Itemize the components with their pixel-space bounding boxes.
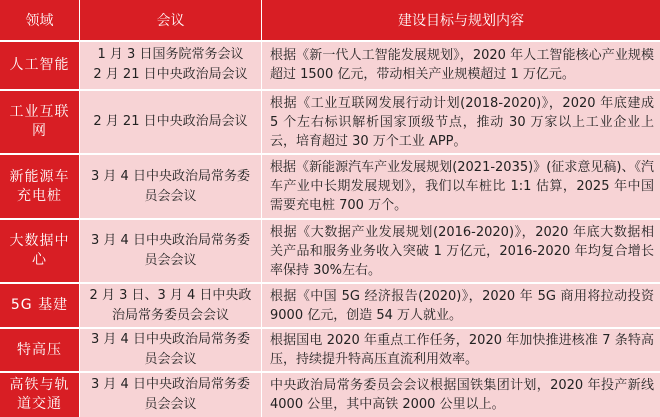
table-row: [0, 153, 660, 218]
meeting-cell: 1 月 3 日国务院常务会议 2 月 21 日中央政治局会议: [80, 40, 262, 89]
goal-cell: 根据《工业互联网发展行动计划(2018-2020)》，2020 年底建成 5 个左右标识解析国家顶级节点，推动 30 万家以上工业企业上云，培育超过 30 万个工业 APP。: [262, 89, 660, 154]
meeting-cell: 3 月 4 日中央政治局常务委员会会议: [80, 371, 262, 417]
header-row: [0, 0, 660, 40]
table-row: [0, 371, 660, 417]
goal-cell: 根据《新能源汽车产业发展规划(2021-2035)》(征求意见稿)、《汽车产业中长期发展规划》，我们以车桩比 1:1 估算，2025 年中国需要充电桩 700 万个。: [262, 153, 660, 218]
field-cell: 5G 基建: [0, 282, 80, 326]
header-field: 领域: [0, 0, 80, 40]
field-cell: 工业互联网: [0, 89, 80, 154]
meeting-cell: 3 月 4 日中央政治局常务委员会会议: [80, 153, 262, 218]
meeting-cell: 3 月 4 日中央政治局常务委员会会议: [80, 327, 262, 371]
field-cell: 特高压: [0, 327, 80, 371]
field-cell: 大数据中心: [0, 218, 80, 283]
goal-cell: 根据《大数据产业发展规划(2016-2020)》，2020 年底大数据相关产品和服务业务收入突破 1 万亿元，2016-2020 年均复合增长率保持 30%左右。: [262, 218, 660, 283]
header-meeting: 会议: [80, 0, 262, 40]
field-cell: 人工智能: [0, 40, 80, 89]
table-row: [0, 40, 660, 89]
table-row: [0, 218, 660, 283]
table-row: [0, 282, 660, 326]
goal-cell: 根据《中国 5G 经济报告(2020)》，2020 年 5G 商用将拉动投资 9000 亿元，创造 54 万人就业。: [262, 282, 660, 326]
meeting-cell: 2 月 3 日、3 月 4 日中央政治局常务委员会会议: [80, 282, 262, 326]
field-cell: 新能源车充电桩: [0, 153, 80, 218]
header-goal: 建设目标与规划内容: [262, 0, 660, 40]
goal-cell: 根据《新一代人工智能发展规划》，2020 年人工智能核心产业规模超过 1500 亿元，带动相关产业规模超过 1 万亿元。: [262, 40, 660, 89]
table-row: [0, 327, 660, 371]
field-cell: 高铁与轨道交通: [0, 371, 80, 417]
table-row: [0, 89, 660, 154]
meeting-cell: 2 月 21 日中央政治局会议: [80, 89, 262, 154]
meeting-cell: 3 月 4 日中央政治局常务委员会会议: [80, 218, 262, 283]
goal-cell: 中央政治局常务委员会会议根据国铁集团计划，2020 年投产新线 4000 公里，其中高铁 2000 公里以上。: [262, 371, 660, 417]
goal-cell: 根据国电 2020 年重点工作任务，2020 年加快推进核准 7 条特高压，持续提升特高压直流利用效率。: [262, 327, 660, 371]
